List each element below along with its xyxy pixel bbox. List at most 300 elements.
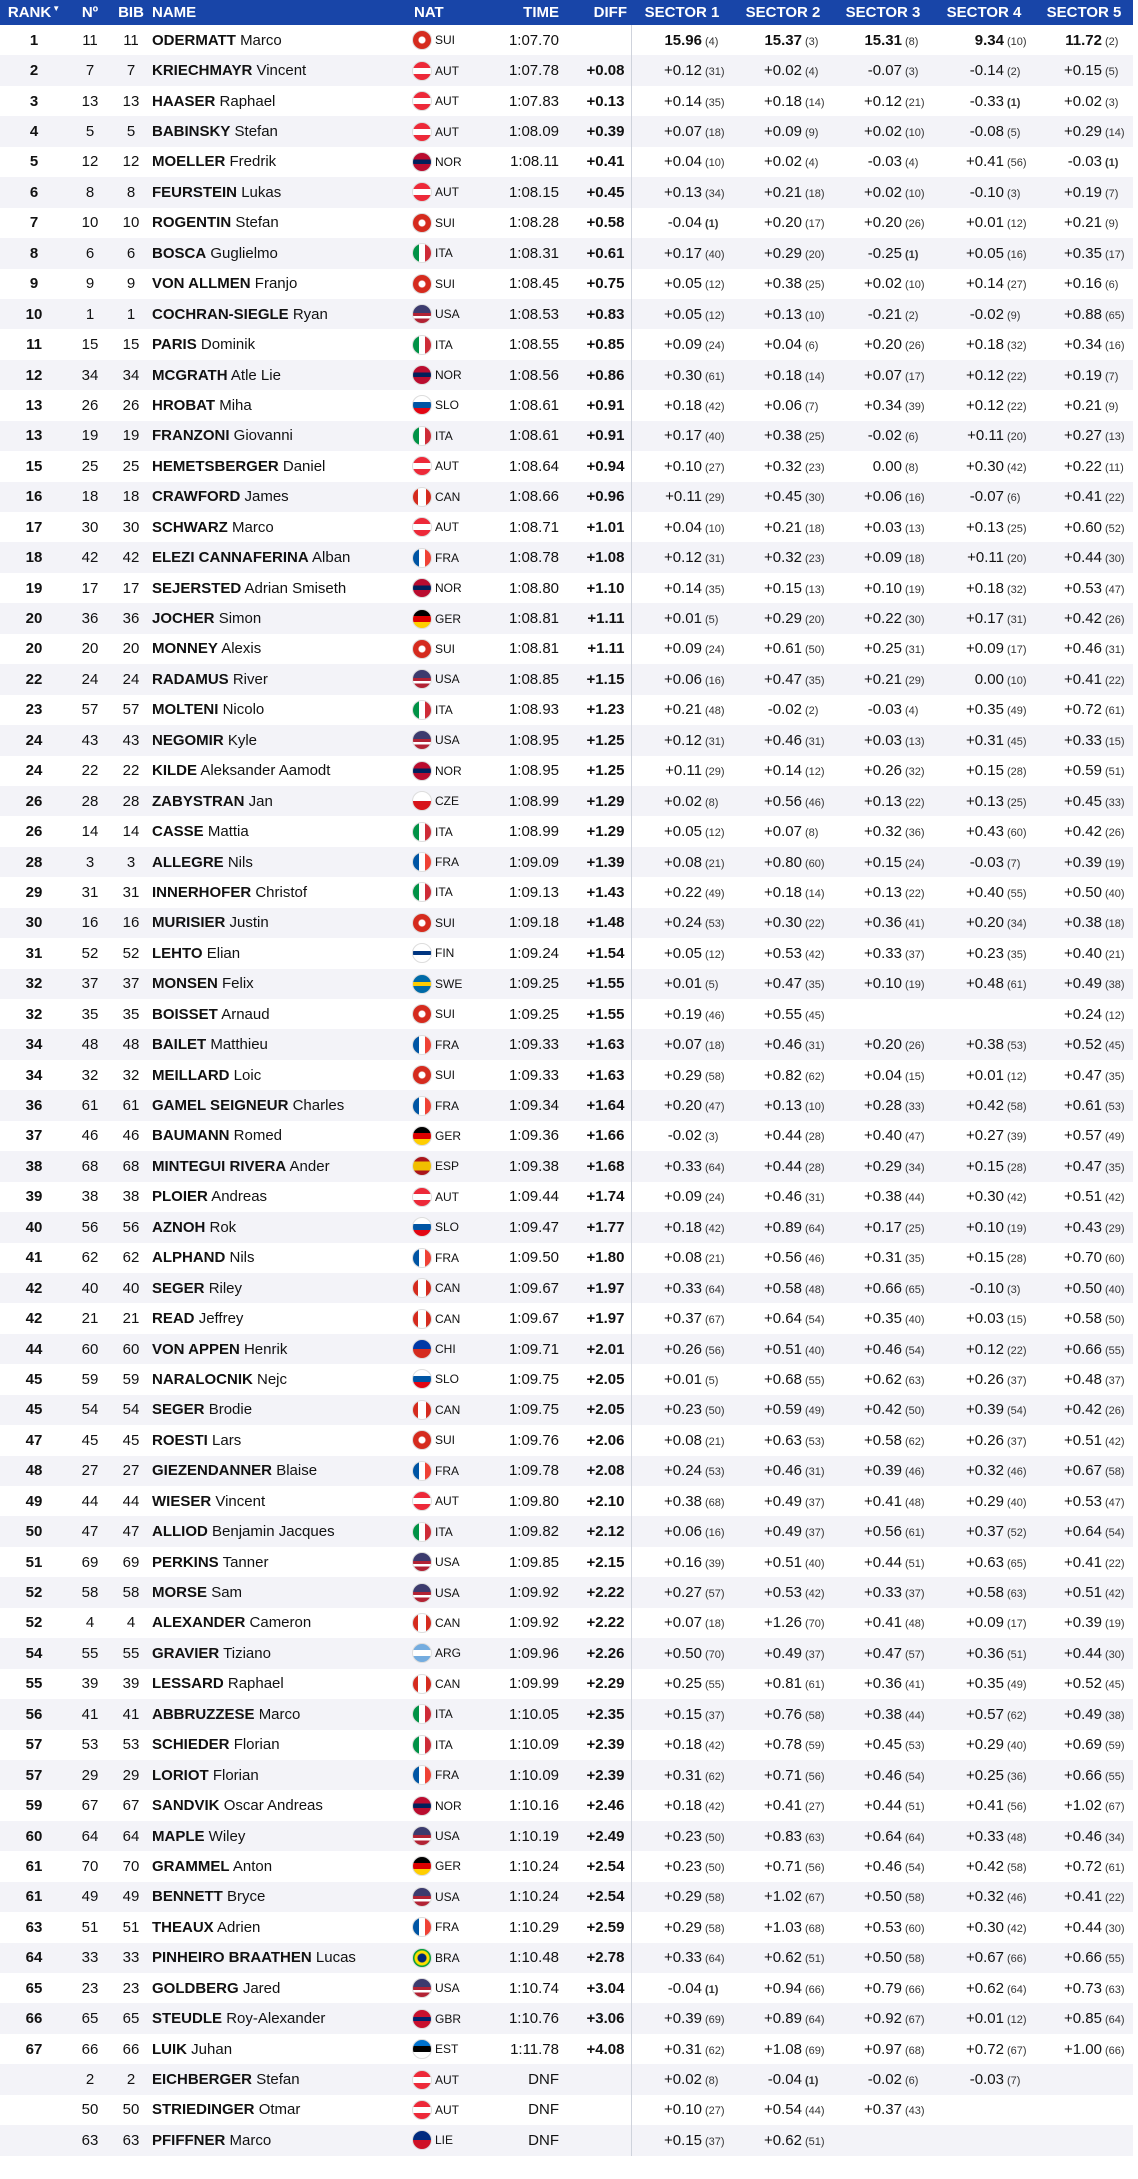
sector-2-cell	[733, 1516, 833, 1546]
table-row[interactable]	[0, 1395, 1133, 1425]
sector-3-cell	[833, 1364, 933, 1394]
sector-3-cell	[833, 482, 933, 512]
table-row[interactable]	[0, 786, 1133, 816]
athlete-name[interactable]	[150, 695, 412, 725]
athlete-name[interactable]	[150, 2125, 412, 2155]
sector-time: +0.30	[966, 1188, 1004, 1206]
table-row[interactable]	[0, 1516, 1133, 1546]
athlete-name[interactable]	[150, 1456, 412, 1486]
sector-2-cell	[733, 1395, 833, 1425]
sector-5-cell	[1035, 116, 1133, 146]
table-row[interactable]	[0, 177, 1133, 207]
sector-rank: (58)	[705, 1070, 725, 1083]
sector-time: +0.46	[1064, 640, 1102, 658]
sector-rank: (37)	[705, 1709, 725, 1722]
athlete-name[interactable]	[150, 238, 412, 268]
table-row[interactable]	[0, 2064, 1133, 2094]
table-row[interactable]	[0, 1790, 1133, 1820]
flag-icon	[412, 1156, 432, 1176]
sector-time: +0.66	[864, 1279, 902, 1297]
sector-rank: (10)	[905, 127, 925, 140]
table-row[interactable]	[0, 1882, 1133, 1912]
athlete-name[interactable]	[150, 208, 412, 238]
table-row[interactable]	[0, 147, 1133, 177]
sector-time: +0.18	[664, 396, 702, 414]
sector-time: +0.09	[664, 336, 702, 354]
sector-4-cell	[933, 1273, 1035, 1303]
last-name: VON ALLMEN	[152, 275, 251, 293]
table-row[interactable]	[0, 1760, 1133, 1790]
last-name: BAUMANN	[152, 1127, 230, 1145]
table-row[interactable]	[0, 1973, 1133, 2003]
table-row[interactable]	[0, 1182, 1133, 1212]
table-row[interactable]	[0, 816, 1133, 846]
table-row[interactable]	[0, 634, 1133, 664]
athlete-name[interactable]	[150, 1943, 412, 1973]
athlete-name[interactable]	[150, 329, 412, 359]
table-row[interactable]	[0, 847, 1133, 877]
sector-rank: (35)	[705, 583, 725, 596]
athlete-name[interactable]	[150, 1090, 412, 1120]
sector-time: +0.46	[764, 731, 802, 749]
nation-cell	[412, 329, 490, 359]
sector-rank: (55)	[1007, 887, 1027, 900]
table-row[interactable]	[0, 1456, 1133, 1486]
sector-rank: (48)	[905, 1618, 925, 1631]
diff-cell: +2.54	[586, 1888, 625, 1906]
table-row[interactable]	[0, 390, 1133, 420]
sector-rank: (69)	[705, 2014, 725, 2027]
diff-cell: +1.77	[586, 1218, 625, 1236]
table-row[interactable]	[0, 2003, 1133, 2033]
athlete-name[interactable]	[150, 573, 412, 603]
table-row[interactable]	[0, 695, 1133, 725]
athlete-name[interactable]	[150, 1882, 412, 1912]
nation-cell	[412, 1882, 490, 1912]
time-cell: 1:09.33	[508, 1066, 559, 1084]
sector-rank: (48)	[1007, 1831, 1027, 1844]
athlete-name[interactable]	[150, 908, 412, 938]
sector-2-cell	[733, 542, 833, 572]
time-cell: 1:10.05	[508, 1705, 559, 1723]
header-sector-1[interactable]: SECTOR 1	[644, 4, 720, 21]
bib-cell: 43	[122, 731, 140, 749]
number-cell: 19	[81, 427, 99, 445]
athlete-name[interactable]	[150, 1730, 412, 1760]
table-row[interactable]	[0, 999, 1133, 1029]
flag-icon	[412, 1369, 432, 1389]
header-name[interactable]: NAME	[152, 4, 197, 21]
sector-time: +0.05	[664, 944, 702, 962]
flag-icon	[412, 2100, 432, 2120]
table-row[interactable]	[0, 756, 1133, 786]
athlete-name[interactable]	[150, 1273, 412, 1303]
rank-cell: 23	[25, 701, 43, 719]
table-row[interactable]	[0, 1547, 1133, 1577]
time-cell: 1:08.95	[508, 762, 559, 780]
table-row[interactable]	[0, 1364, 1133, 1394]
sector-3-cell	[833, 1395, 933, 1425]
athlete-name[interactable]	[150, 1395, 412, 1425]
sector-rank: (57)	[705, 1588, 725, 1601]
athlete-name[interactable]	[150, 1973, 412, 2003]
athlete-name[interactable]	[150, 1912, 412, 1942]
header-sector-5[interactable]: SECTOR 5	[1046, 4, 1122, 21]
sector-rank: (45)	[1105, 1040, 1125, 1053]
table-row[interactable]	[0, 938, 1133, 968]
athlete-name[interactable]	[150, 1151, 412, 1181]
athlete-name[interactable]	[150, 116, 412, 146]
sector-time: +0.25	[864, 640, 902, 658]
sector-rank: (40)	[1105, 1283, 1125, 1296]
athlete-name[interactable]	[150, 1243, 412, 1273]
sector-time: +0.13	[664, 183, 702, 201]
sector-1-cell	[631, 1303, 733, 1333]
athlete-name[interactable]	[150, 55, 412, 85]
table-row[interactable]	[0, 1212, 1133, 1242]
table-row[interactable]	[0, 299, 1133, 329]
athlete-name[interactable]	[150, 1486, 412, 1516]
first-name: River	[232, 670, 268, 688]
sector-4-cell	[933, 116, 1035, 146]
table-row[interactable]	[0, 208, 1133, 238]
table-row[interactable]	[0, 1243, 1133, 1273]
nation-code: SWE	[435, 976, 463, 991]
sector-1-cell	[631, 1821, 733, 1851]
nation-code: CAN	[435, 1281, 461, 1296]
flag-icon	[412, 152, 432, 172]
sector-3-cell	[833, 238, 933, 268]
flag-icon	[412, 1430, 432, 1450]
sector-3-cell	[833, 55, 933, 85]
table-row[interactable]	[0, 451, 1133, 481]
athlete-name[interactable]	[150, 725, 412, 755]
table-row[interactable]	[0, 1577, 1133, 1607]
athlete-name[interactable]	[150, 1638, 412, 1668]
sector-2-cell	[733, 1547, 833, 1577]
athlete-name[interactable]	[150, 1760, 412, 1790]
table-row[interactable]	[0, 877, 1133, 907]
table-row[interactable]	[0, 2034, 1133, 2064]
table-row[interactable]	[0, 2095, 1133, 2125]
athlete-name[interactable]	[150, 2034, 412, 2064]
number-cell: 31	[81, 883, 99, 901]
sector-2-cell	[733, 938, 833, 968]
sector-rank: (16)	[1105, 340, 1125, 353]
sector-3-cell	[833, 86, 933, 116]
time-cell: 1:07.70	[508, 31, 559, 49]
athlete-name[interactable]	[150, 177, 412, 207]
sector-4-cell	[933, 269, 1035, 299]
athlete-name[interactable]	[150, 1851, 412, 1881]
sector-5-cell	[1035, 1334, 1133, 1364]
table-row[interactable]	[0, 55, 1133, 85]
time-cell: 1:08.31	[508, 244, 559, 262]
sector-rank: (8)	[705, 796, 719, 809]
athlete-name[interactable]	[150, 390, 412, 420]
table-row[interactable]	[0, 1486, 1133, 1516]
header-nat[interactable]: NAT	[414, 4, 444, 21]
number-cell: 63	[81, 2131, 99, 2149]
sector-rank: (42)	[705, 1222, 725, 1235]
nation-code: USA	[435, 1829, 460, 1844]
table-row[interactable]	[0, 238, 1133, 268]
diff-cell: +2.54	[586, 1857, 625, 1875]
first-name: Jared	[242, 1979, 281, 1997]
athlete-name[interactable]	[150, 1334, 412, 1364]
sector-5-cell	[1035, 969, 1133, 999]
sector-rank: (47)	[905, 1131, 925, 1144]
sector-1-cell	[631, 451, 733, 481]
table-row[interactable]	[0, 1029, 1133, 1059]
athlete-name[interactable]	[150, 147, 412, 177]
athlete-name[interactable]	[150, 938, 412, 968]
athlete-name[interactable]	[150, 847, 412, 877]
table-row[interactable]	[0, 1060, 1133, 1090]
nation-code: SLO	[435, 1220, 460, 1235]
sector-1-cell	[631, 360, 733, 390]
diff-cell: +2.29	[586, 1675, 625, 1693]
athlete-name[interactable]	[150, 1029, 412, 1059]
diff-cell: +0.85	[586, 336, 625, 354]
sector-4-cell	[933, 482, 1035, 512]
athlete-name[interactable]	[150, 542, 412, 572]
table-row[interactable]	[0, 603, 1133, 633]
nation-code: GBR	[435, 2011, 462, 2026]
number-cell: 25	[81, 457, 99, 475]
sector-2-cell	[733, 390, 833, 420]
nation-code: FRA	[435, 1037, 459, 1052]
sector-2-cell	[733, 1699, 833, 1729]
sector-rank: (59)	[1105, 1740, 1125, 1753]
table-row[interactable]	[0, 1273, 1133, 1303]
athlete-name[interactable]	[150, 2064, 412, 2094]
table-row[interactable]	[0, 360, 1133, 390]
table-row[interactable]	[0, 116, 1133, 146]
athlete-name[interactable]	[150, 1669, 412, 1699]
athlete-name[interactable]	[150, 1060, 412, 1090]
nation-cell	[412, 908, 490, 938]
header-sector-3[interactable]: SECTOR 3	[845, 4, 921, 21]
table-row[interactable]	[0, 1334, 1133, 1364]
table-row[interactable]	[0, 1821, 1133, 1851]
sector-1-cell	[631, 1456, 733, 1486]
table-row[interactable]	[0, 1303, 1133, 1333]
nation-code: SLO	[435, 398, 460, 413]
sector-2-cell	[733, 1790, 833, 1820]
athlete-name[interactable]	[150, 756, 412, 786]
time-cell: 1:08.99	[508, 792, 559, 810]
athlete-name[interactable]	[150, 299, 412, 329]
athlete-name[interactable]	[150, 786, 412, 816]
last-name: BOSCA	[152, 244, 207, 262]
athlete-name[interactable]	[150, 816, 412, 846]
athlete-name[interactable]	[150, 269, 412, 299]
header-time[interactable]: TIME	[523, 4, 559, 21]
athlete-name[interactable]	[150, 86, 412, 116]
last-name: MOLTENI	[152, 701, 219, 719]
athlete-name[interactable]	[150, 877, 412, 907]
sector-2-cell	[733, 2034, 833, 2064]
bib-cell: 2	[126, 2071, 136, 2089]
athlete-name[interactable]	[150, 2003, 412, 2033]
table-row[interactable]	[0, 269, 1133, 299]
table-row[interactable]	[0, 421, 1133, 451]
sector-rank: (49)	[1105, 1131, 1125, 1144]
athlete-name[interactable]	[150, 2095, 412, 2125]
time-cell: 1:09.67	[508, 1279, 559, 1297]
athlete-name[interactable]	[150, 999, 412, 1029]
table-row[interactable]	[0, 2125, 1133, 2155]
sector-rank: (70)	[805, 1618, 825, 1631]
sector-4-cell	[933, 816, 1035, 846]
athlete-name[interactable]	[150, 603, 412, 633]
athlete-name[interactable]	[150, 1608, 412, 1638]
rank-cell: 30	[25, 914, 43, 932]
sector-rank: (13)	[905, 522, 925, 535]
table-row[interactable]	[0, 25, 1133, 55]
sector-time: +0.38	[664, 1492, 702, 1510]
sector-5-cell	[1035, 1029, 1133, 1059]
rank-cell: 17	[25, 518, 43, 536]
athlete-name[interactable]	[150, 1364, 412, 1394]
athlete-name[interactable]	[150, 969, 412, 999]
diff-cell: +1.11	[587, 610, 625, 628]
athlete-name[interactable]	[150, 1425, 412, 1455]
athlete-name[interactable]	[150, 1516, 412, 1546]
bib-cell: 68	[122, 1157, 140, 1175]
number-cell: 68	[81, 1157, 99, 1175]
sector-time: +0.35	[966, 701, 1004, 719]
table-row[interactable]	[0, 1121, 1133, 1151]
table-row[interactable]	[0, 512, 1133, 542]
bib-cell: 28	[122, 792, 140, 810]
table-row[interactable]	[0, 725, 1133, 755]
first-name: Tiziano	[223, 1644, 271, 1662]
table-row[interactable]	[0, 542, 1133, 572]
sector-rank: (10)	[805, 309, 825, 322]
sector-rank: (56)	[805, 1770, 825, 1783]
bib-cell: 4	[126, 1614, 136, 1632]
athlete-name[interactable]	[150, 1577, 412, 1607]
sector-time: +0.06	[664, 1523, 702, 1541]
header-sector-2[interactable]: SECTOR 2	[745, 4, 821, 21]
diff-cell: +2.01	[586, 1340, 625, 1358]
time-cell: 1:08.45	[508, 275, 559, 293]
sector-rank: (64)	[805, 2014, 825, 2027]
flag-icon	[412, 791, 432, 811]
table-row[interactable]	[0, 329, 1133, 359]
bib-cell: 35	[122, 1005, 140, 1023]
table-row[interactable]	[0, 969, 1133, 999]
athlete-name[interactable]	[150, 25, 412, 55]
sector-rank: (31)	[705, 66, 725, 79]
sector-rank: (54)	[1105, 1527, 1125, 1540]
sector-rank: (40)	[905, 1314, 925, 1327]
athlete-name[interactable]	[150, 1821, 412, 1851]
sector-time: +0.12	[664, 549, 702, 567]
bib-cell: 48	[122, 1036, 140, 1054]
table-row[interactable]	[0, 1090, 1133, 1120]
sector-time: +0.46	[864, 1340, 902, 1358]
athlete-name[interactable]	[150, 1212, 412, 1242]
header-no[interactable]: Nº	[81, 4, 99, 21]
athlete-name[interactable]	[150, 1121, 412, 1151]
table-row[interactable]	[0, 1699, 1133, 1729]
table-row[interactable]	[0, 908, 1133, 938]
athlete-name[interactable]	[150, 664, 412, 694]
athlete-name[interactable]	[150, 634, 412, 664]
nation-cell	[412, 116, 490, 146]
flag-icon	[412, 517, 432, 537]
athlete-name[interactable]	[150, 421, 412, 451]
athlete-name[interactable]	[150, 1699, 412, 1729]
sector-rank: (27)	[1007, 279, 1027, 292]
sector-2-cell	[733, 1029, 833, 1059]
rank-cell: 34	[25, 1066, 43, 1084]
table-row[interactable]	[0, 1851, 1133, 1881]
table-row[interactable]	[0, 482, 1133, 512]
number-cell: 53	[81, 1736, 99, 1754]
table-row[interactable]	[0, 1943, 1133, 1973]
sector-2-cell	[733, 1912, 833, 1942]
header-bib[interactable]: BIB	[118, 4, 144, 21]
table-row[interactable]	[0, 1151, 1133, 1181]
athlete-name[interactable]	[150, 1303, 412, 1333]
table-row[interactable]	[0, 86, 1133, 116]
table-row[interactable]	[0, 1912, 1133, 1942]
athlete-name[interactable]	[150, 360, 412, 390]
bib-cell: 38	[122, 1188, 140, 1206]
last-name: ALLEGRE	[152, 853, 224, 871]
athlete-name[interactable]	[150, 1790, 412, 1820]
number-cell: 4	[85, 1614, 95, 1632]
nation-cell	[412, 1973, 490, 2003]
header-rank[interactable]: RANK▼	[7, 4, 61, 21]
rank-cell: 32	[25, 1005, 43, 1023]
athlete-name[interactable]	[150, 451, 412, 481]
sector-rank: (60)	[805, 857, 825, 870]
flag-icon	[412, 91, 432, 111]
table-row[interactable]	[0, 1425, 1133, 1455]
header-sector-4[interactable]: SECTOR 4	[946, 4, 1022, 21]
diff-cell: +2.05	[586, 1401, 625, 1419]
table-row[interactable]	[0, 1638, 1133, 1668]
athlete-name[interactable]	[150, 482, 412, 512]
athlete-name[interactable]	[150, 1547, 412, 1577]
sector-time: +0.35	[864, 1310, 902, 1328]
table-row[interactable]	[0, 664, 1133, 694]
table-row[interactable]	[0, 573, 1133, 603]
table-row[interactable]	[0, 1608, 1133, 1638]
bib-cell: 41	[122, 1705, 140, 1723]
table-row[interactable]	[0, 1669, 1133, 1699]
sector-time: +0.18	[664, 1736, 702, 1754]
sector-time: +0.08	[664, 1431, 702, 1449]
sector-rank: (46)	[805, 1253, 825, 1266]
nation-cell	[412, 1151, 490, 1181]
table-row[interactable]	[0, 1730, 1133, 1760]
sector-1-cell	[631, 238, 733, 268]
athlete-name[interactable]	[150, 1182, 412, 1212]
last-name: ELEZI CANNAFERINA	[152, 549, 309, 567]
sector-rank: (70)	[705, 1648, 725, 1661]
sector-time: +0.30	[664, 366, 702, 384]
header-diff[interactable]: DIFF	[593, 4, 627, 21]
sector-1-cell	[631, 634, 733, 664]
athlete-name[interactable]	[150, 512, 412, 542]
sector-5-cell	[1035, 1851, 1133, 1881]
